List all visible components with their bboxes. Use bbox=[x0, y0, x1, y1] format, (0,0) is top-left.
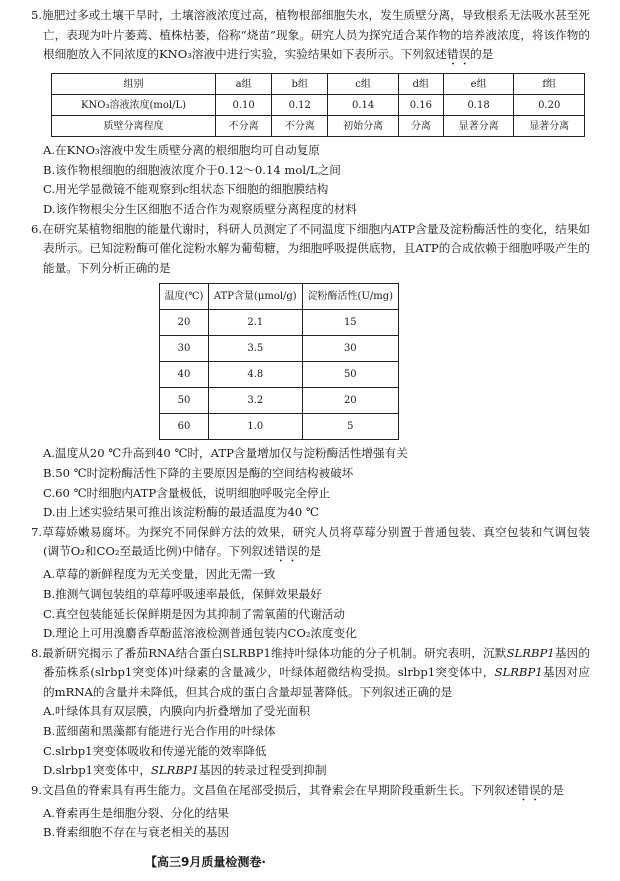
gene-name: SLRBP1 bbox=[494, 665, 543, 680]
table-row: 60 1.0 5 bbox=[160, 414, 399, 440]
option-c: C.slrbp1突变体吸收和传递光能的效率降低 bbox=[43, 743, 267, 758]
question-5 bbox=[31, 6, 590, 220]
table-row: 质壁分离程度 不分离 不分离 初始分离 分离 显著分离 显著分离 bbox=[52, 116, 585, 137]
option-b: B.推测气调包装组的草莓呼吸速率最低，保鲜效果最好 bbox=[43, 586, 322, 601]
question-5-stem: 5.施肥过多或土壤干旱时，土壤溶液浓度过高，植物根部细胞失水，发生质壁分离，导致根系无法吸水甚至死亡，表现为叶片萎蔫、植株枯萎，俗称“烧苗”现象。研究人员为探究适合某作物的培养液浓度，将该作物的根细胞放入不同浓度的KNO₃溶液中进行实验，实验结果如下表所示。下列叙述错误的是 bbox=[31, 8, 590, 62]
table-row: 40 4.8 50 bbox=[160, 362, 399, 388]
page-footer: 【高三9月质量检测卷· bbox=[145, 855, 266, 869]
option-a: A.草莓的新鲜程度为无关变量，因此无需一致 bbox=[43, 567, 276, 582]
question-6-stem: 6.在研究某植物细胞的能量代谢时，科研人员测定了不同温度下细胞内ATP含量及淀粉酶活性的变化，结果如表所示。已知淀粉酶可催化淀粉水解为葡萄糖，为细胞呼吸提供底物，且ATP的合成依赖于细胞呼吸产生的能量。下列分析正确的是 bbox=[31, 221, 590, 275]
question-9 bbox=[31, 781, 590, 843]
option-b: B.蓝细菌和黑藻都有能进行光合作用的叶绿体 bbox=[43, 724, 276, 739]
table-header-row: 温度(℃) ATP含量(μmol/g) 淀粉酶活性(U/mg) bbox=[160, 284, 399, 310]
option-a: A.叶绿体具有双层膜，内膜向内折叠增加了受光面积 bbox=[43, 704, 311, 719]
table-row: KNO₃溶液浓度(mol/L) 0.10 0.12 0.14 0.16 0.18 0.20 bbox=[52, 95, 585, 116]
emphasis-mark: 错误 bbox=[274, 544, 298, 559]
option-d: D.由上述实验结果可推出该淀粉酶的最适温度为40 ℃ bbox=[43, 505, 319, 520]
option-c: C.用光学显微镜不能观察到c组状态下细胞的细胞膜结构 bbox=[43, 182, 329, 197]
option-b: B.该作物根细胞的细胞液浓度介于0.12～0.14 mol/L之间 bbox=[43, 162, 341, 177]
question-7 bbox=[31, 523, 590, 644]
table-row: 20 2.1 15 bbox=[160, 310, 399, 336]
emphasis-mark: 错误 bbox=[517, 782, 541, 797]
option-c: C.60 ℃时细胞内ATP含量极低，说明细胞呼吸完全停止 bbox=[43, 485, 331, 500]
option-a: A.在KNO₃溶液中发生质壁分离的根细胞均可自动复原 bbox=[43, 143, 320, 158]
question-8 bbox=[31, 644, 590, 781]
option-a: A.温度从20 ℃升高到40 ℃时，ATP含量增加仅与淀粉酶活性增强有关 bbox=[43, 446, 408, 461]
table-row: 30 3.5 30 bbox=[160, 336, 399, 362]
question-9-stem: 9.文昌鱼的脊索具有再生能力。文昌鱼在尾部受损后，其脊索会在早期阶段重新生长。下列叙述错误的是 bbox=[31, 782, 564, 797]
question-6-table bbox=[159, 283, 399, 440]
gene-name: SLRBP1 bbox=[150, 763, 200, 778]
table-header-row: 组别 a组 b组 c组 d组 e组 f组 bbox=[52, 74, 585, 95]
emphasis-mark: 错误 bbox=[446, 47, 471, 62]
option-b: B.脊索细胞不存在与衰老相关的基因 bbox=[43, 825, 230, 840]
question-8-stem: 8.最新研究揭示了番茄RNA结合蛋白SLRBP1维持叶绿体功能的分子机制。研究表明，沉默SLRBP1基因的番茄株系(slrbp1突变体)叶绿素的含量减少，叶绿体超微结构受损。slrbp1突变体中，SLRBP1基因对应的mRNA的含量并未降低，但其合成的蛋白含量却显著降低。下列叙述正确的是 bbox=[31, 645, 590, 699]
question-7-stem: 7.草莓娇嫩易腐坏。为探究不同保鲜方法的效果，研究人员将草莓分别置于普通包装、真空包装和气调包装(调节O₂和CO₂至最适比例)中储存。下列叙述错误的是 bbox=[31, 524, 590, 559]
option-c: C.真空包装能延长保鲜期是因为其抑制了需氧菌的代谢活动 bbox=[43, 606, 345, 621]
option-b: B.50 ℃时淀粉酶活性下降的主要原因是酶的空间结构被破坏 bbox=[43, 465, 354, 480]
question-6 bbox=[31, 220, 590, 523]
gene-name: SLRBP1 bbox=[506, 645, 555, 660]
option-a: A.脊索再生是细胞分裂、分化的结果 bbox=[43, 805, 229, 820]
option-d: D.理论上可用溴麝香草酚蓝溶液检测普通包装内CO₂浓度变化 bbox=[43, 626, 357, 641]
table-row: 50 3.2 20 bbox=[160, 388, 399, 414]
option-d: D.slrbp1突变体中，SLRBP1基因的转录过程受到抑制 bbox=[43, 763, 327, 778]
option-d: D.该作物根尖分生区细胞不适合作为观察质壁分离程度的材料 bbox=[43, 201, 358, 216]
question-5-table bbox=[51, 73, 585, 137]
